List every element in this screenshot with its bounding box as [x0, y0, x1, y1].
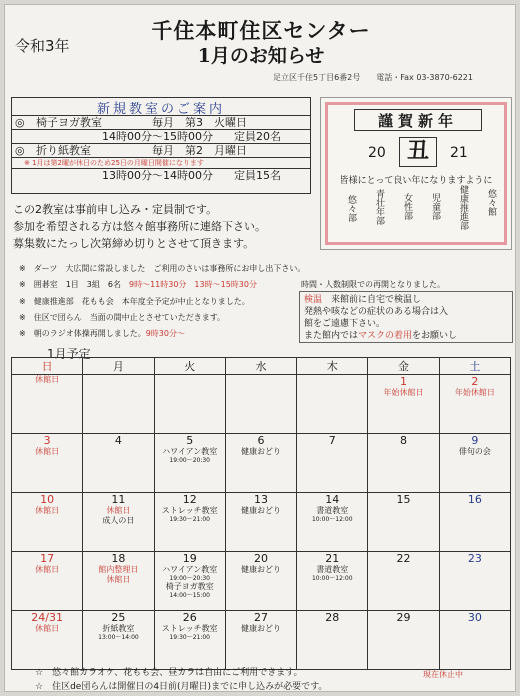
day-number: 7	[328, 434, 336, 447]
activity-2-prefix: ※ 囲碁室 1目 3組 6名	[19, 280, 129, 289]
class1-mark: ◎	[15, 116, 25, 129]
event-label-2: 休館日	[106, 575, 131, 584]
card-title: 謹賀新年	[354, 109, 482, 131]
card-column-3: 児童部	[430, 193, 440, 220]
warning-red-4: マスクの着用	[358, 331, 413, 341]
calendar-day-cell	[225, 493, 296, 552]
event-label: 折紙教室	[102, 624, 135, 633]
warning-line-3: 館をご遠慮下さい。	[304, 319, 386, 329]
day-number: 1	[400, 375, 408, 388]
event-label: 休館日	[35, 624, 60, 633]
calendar-day-cell	[225, 611, 296, 670]
stopped-label: 現在休止中	[423, 670, 463, 679]
warning-text-1: 来館前に自宅で検温し	[331, 295, 422, 305]
year-label: 令和3年	[15, 37, 70, 55]
event-label: 年始休館日	[383, 388, 424, 397]
class1-row	[12, 116, 310, 130]
day-number: 4	[114, 434, 122, 447]
class1-capacity: 定員20名	[234, 130, 281, 143]
warning-text-4a: また館内では	[304, 331, 359, 341]
calendar-day-cell	[368, 493, 439, 552]
calendar-day-cell	[297, 375, 368, 434]
calendar-day-cell	[297, 552, 368, 611]
day-number: 30	[467, 611, 482, 624]
warning-line-4	[304, 330, 508, 342]
class2-time: 13時00分～14時00分	[102, 169, 213, 182]
calendar-day-cell	[154, 611, 225, 670]
activity-4: ※ 住区で団らん 当面の間中止とさせていただきます。	[19, 313, 226, 322]
day-number: 10	[40, 493, 55, 506]
info-line-2: 参加を希望される方は悠々館事務所に連絡下さい。	[13, 220, 266, 233]
event-label: ストレッチ教室	[161, 624, 218, 633]
class2-note-row	[12, 158, 310, 169]
calendar-day-cell	[154, 552, 225, 611]
event-label: 休館日	[35, 375, 60, 384]
class1-name: 椅子ヨガ教室	[36, 116, 102, 129]
event-time: 10:00～12:00	[311, 575, 353, 582]
event-label: 健康おどり	[240, 565, 281, 574]
calendar-day-cell	[297, 611, 368, 670]
calendar-day-cell	[297, 493, 368, 552]
day-header-thu: 木	[297, 358, 368, 375]
card-year-right: 21	[450, 145, 468, 161]
day-number: 5	[186, 434, 194, 447]
event-label: 休館日	[35, 506, 60, 515]
calendar-day-cell	[368, 434, 439, 493]
day-number: 19	[182, 552, 197, 565]
calendar-day-cell	[439, 493, 510, 552]
event-label: 健康おどり	[240, 506, 281, 515]
calendar-week-row	[12, 611, 511, 670]
warning-red-1: 検温	[304, 295, 323, 305]
warning-line-1	[304, 294, 508, 306]
day-number: 26	[182, 611, 197, 624]
calendar-day-cell	[83, 493, 154, 552]
class2-time-row	[12, 169, 310, 183]
event-label: 書道教室	[316, 506, 349, 515]
day-number: 25	[111, 611, 126, 624]
footer-line-1: ☆ 悠々館カラオケ、花もも会、昼カラは自由にご利用できます。	[35, 668, 303, 678]
event-label: 休館日	[106, 506, 131, 515]
calendar-day-cell	[83, 434, 154, 493]
calendar-day-cell	[439, 434, 510, 493]
day-number: 20	[253, 552, 268, 565]
calendar-day-cell	[439, 552, 510, 611]
class2-mark: ◎	[15, 144, 25, 157]
day-number: 17	[40, 552, 55, 565]
day-number: 6	[257, 434, 265, 447]
day-header-sun: 日	[12, 358, 83, 375]
class1-schedule: 毎月 第3 火曜日	[152, 116, 247, 129]
day-header-wed: 水	[225, 358, 296, 375]
day-number: 22	[396, 552, 411, 565]
activity-5	[19, 328, 185, 339]
footer-line-2: ☆ 住区de団らんは開催日の4日前(月曜日)までに申し込みが必要です。	[35, 682, 328, 692]
class1-time-row	[12, 130, 310, 144]
calendar-day-cell	[154, 493, 225, 552]
calendar-day-cell	[83, 375, 154, 434]
event-label: ハワイアン教室	[162, 447, 218, 456]
event-time: 13:00～14:00	[98, 634, 139, 641]
event-time: 19:00～20:30	[169, 575, 210, 582]
event-label: 健康おどり	[240, 624, 281, 633]
calendar-day-cell	[154, 375, 225, 434]
new-classes-box	[11, 97, 311, 194]
calendar-day-cell	[83, 611, 154, 670]
calendar-day-cell	[368, 611, 439, 670]
card-column-5: 青壮年部	[374, 189, 384, 225]
day-number: 14	[325, 493, 340, 506]
event-label: 年始休館日	[454, 388, 495, 397]
calendar-day-cell	[83, 552, 154, 611]
event-label: 休館日	[35, 565, 60, 574]
calendar-day-cell	[297, 434, 368, 493]
calendar-week-row	[12, 375, 511, 434]
event-label-2: 成人の日	[102, 516, 135, 525]
address-line: 足立区千住5丁目6番2号 電話・Fax 03-3870-6221	[273, 73, 473, 82]
day-number: 11	[111, 493, 126, 506]
calendar-day-cell	[12, 552, 83, 611]
day-number: 18	[111, 552, 126, 565]
day-number: 16	[467, 493, 482, 506]
class2-name: 折り紙教室	[36, 144, 91, 157]
class2-note: ※ 1月は第2曜が休日のため25日の月曜日開催になります	[24, 159, 204, 167]
calendar-week-row	[12, 493, 511, 552]
calendar-table	[11, 357, 511, 670]
activity-2-suffix: 時間・人数制限での再開となりました。	[301, 280, 445, 289]
page-subtitle: 1月のお知らせ	[197, 45, 325, 67]
day-number: 15	[396, 493, 411, 506]
class2-schedule: 毎月 第2 月曜日	[152, 144, 247, 157]
page-title: 千住本町住区センター	[151, 18, 371, 43]
day-number: 3	[43, 434, 51, 447]
card-greeting: 皆様にとって良い年になりますように	[339, 176, 493, 186]
card-column-2: 健康推進部	[458, 185, 468, 230]
event-time: 10:00～12:00	[311, 516, 353, 523]
day-number: 8	[400, 434, 408, 447]
calendar-day-cell	[12, 611, 83, 670]
card-border	[325, 102, 507, 245]
calendar-day-cell	[154, 434, 225, 493]
card-column-1: 悠々館	[486, 189, 496, 216]
day-number: 2	[471, 375, 479, 388]
schedule-label: 1月予定	[47, 347, 91, 361]
calendar-day-cell	[12, 375, 83, 434]
class1-time: 14時00分～15時00分	[102, 130, 213, 143]
calendar-day-cell	[439, 375, 510, 434]
activity-2-time: 9時～11時30分 13時～15時30分	[128, 280, 257, 289]
day-header-fri: 金	[368, 358, 439, 375]
calendar-day-cell	[368, 375, 439, 434]
card-column-6: 悠々部	[346, 195, 356, 222]
day-number: 13	[253, 493, 268, 506]
day-header-tue: 火	[154, 358, 225, 375]
health-warning-box	[299, 291, 513, 343]
new-year-card	[320, 97, 512, 250]
info-line-1: この2教室は事前申し込み・定員制です。	[13, 203, 218, 216]
day-header-sat: 土	[439, 358, 510, 375]
class2-row	[12, 144, 310, 158]
event-time: 19:30～21:00	[169, 634, 210, 641]
event-label: 俳句の会	[458, 447, 491, 456]
notice-sheet	[4, 4, 516, 692]
calendar-week-row	[12, 552, 511, 611]
day-number: 27	[253, 611, 268, 624]
calendar-week-row	[12, 434, 511, 493]
new-classes-title: 新規教室のご案内	[12, 98, 310, 116]
day-number: 29	[396, 611, 411, 624]
event-label: 館内整理日	[98, 565, 139, 574]
day-number: 24/31	[31, 611, 63, 624]
calendar-day-cell	[12, 493, 83, 552]
event-label-2: 椅子ヨガ教室	[165, 582, 214, 591]
activity-1: ※ ダーツ 大広間に常設しました ご利用のさいは事務所にお申し出下さい。	[19, 264, 306, 273]
event-label: 休館日	[35, 447, 60, 456]
event-label: 健康おどり	[240, 447, 281, 456]
event-label: 書道教室	[316, 565, 349, 574]
calendar-day-cell	[225, 434, 296, 493]
card-ox: 丑	[399, 137, 437, 167]
day-number: 28	[325, 611, 340, 624]
card-year-left: 20	[368, 145, 386, 161]
day-number: 12	[182, 493, 197, 506]
event-time: 19:30～21:00	[169, 516, 210, 523]
event-label: ストレッチ教室	[161, 506, 218, 515]
day-number: 23	[467, 552, 482, 565]
event-time: 19:00～20:30	[169, 457, 210, 464]
info-line-3: 募集数にたっし次第締め切りとさせて頂きます。	[13, 237, 255, 250]
calendar-header-row	[12, 358, 511, 375]
day-header-mon: 月	[83, 358, 154, 375]
activity-5-time: 9時30分～	[145, 329, 185, 338]
activity-2	[19, 279, 257, 290]
event-label: ハワイアン教室	[162, 565, 218, 574]
calendar-day-cell	[439, 611, 510, 670]
card-column-4: 女性部	[402, 193, 412, 220]
activity-5-prefix: ※ 朝のラジオ体操再開しました。	[19, 329, 146, 338]
activity-3: ※ 健康推進部 花もも会 本年度全予定が中止となりました。	[19, 297, 250, 306]
warning-text-4b: をお願いし	[412, 331, 458, 341]
calendar-day-cell	[12, 434, 83, 493]
day-number: 9	[471, 434, 479, 447]
event-time-2: 14:00～15:00	[169, 592, 210, 599]
calendar-day-cell	[225, 375, 296, 434]
warning-line-2: 発熱や咳などの症状のある場合は入	[304, 307, 449, 317]
class2-capacity: 定員15名	[234, 169, 281, 182]
calendar-day-cell	[225, 552, 296, 611]
day-number: 21	[325, 552, 340, 565]
calendar-day-cell	[368, 552, 439, 611]
